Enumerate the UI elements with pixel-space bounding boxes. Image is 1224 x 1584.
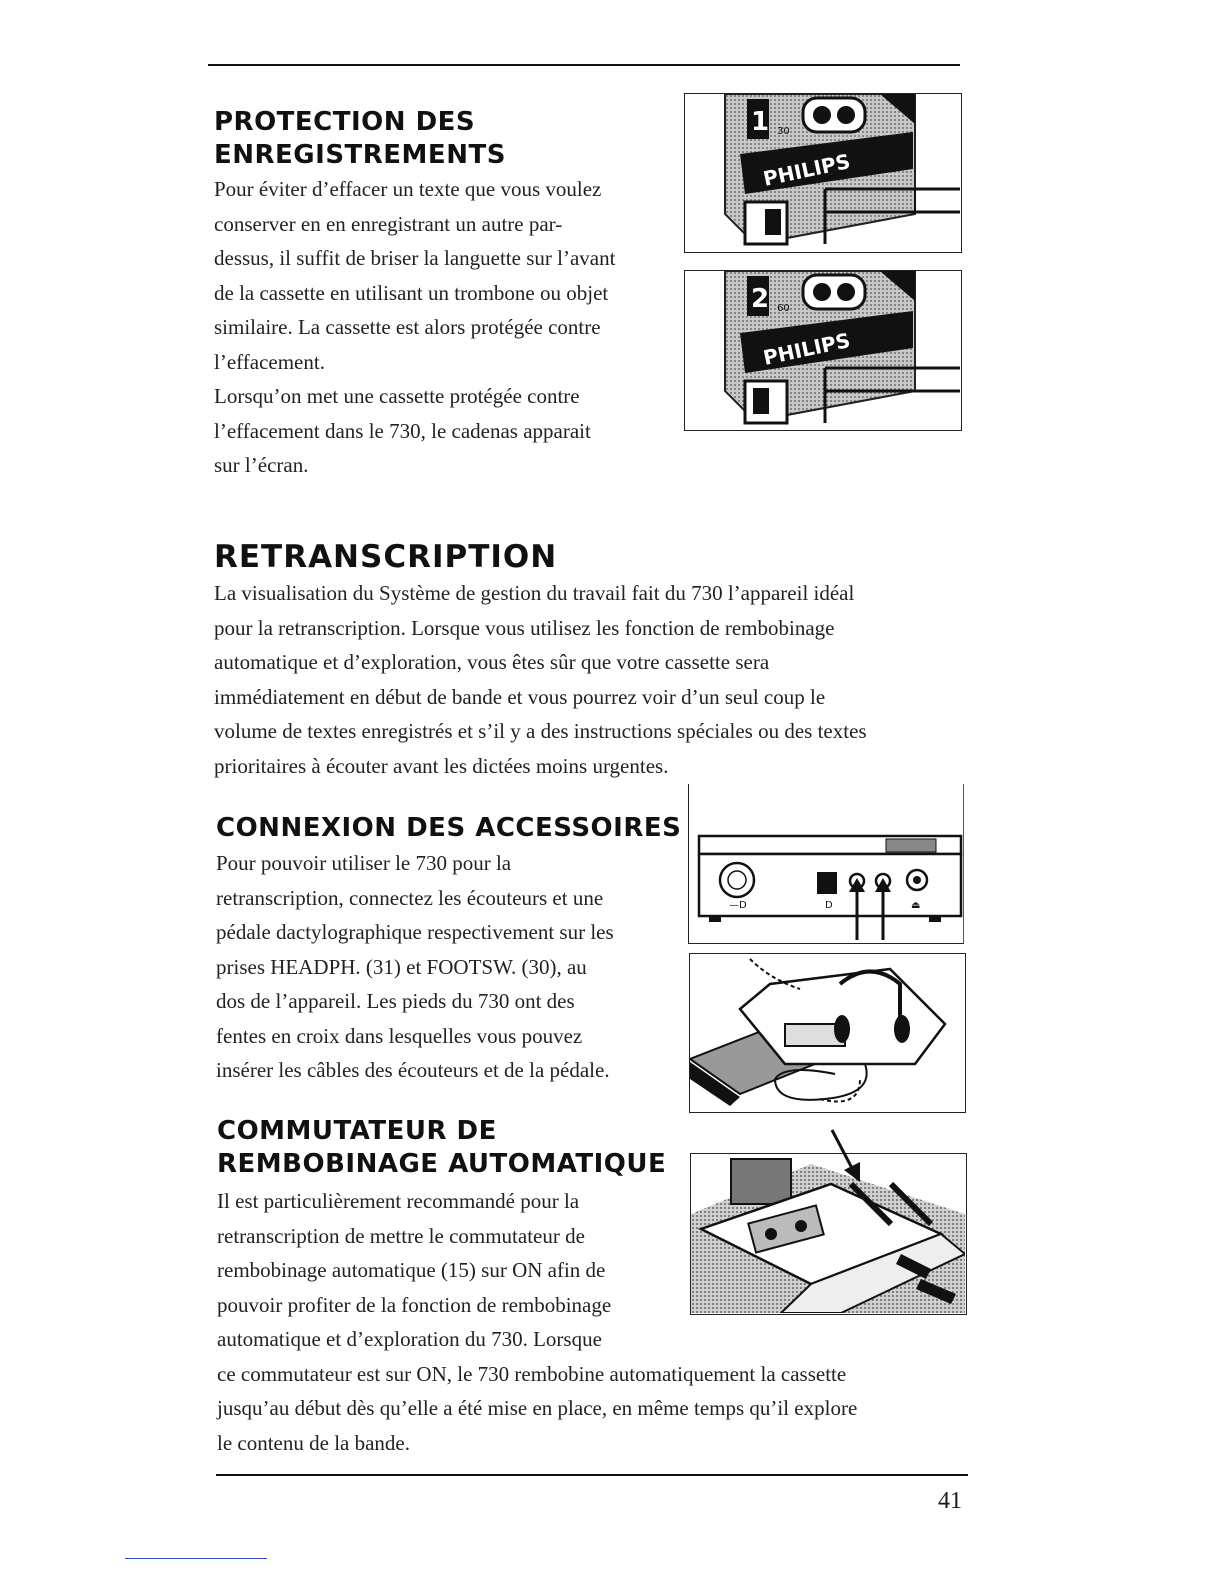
commutateur-text: Il est particulièrement recommandé pour la retranscription de mettre le commutateur de rembobinage automatique (15) sur ON afin de pouvoir profiter de la fonction de rembobinage automatique et d’exploration du 730. Lorsque ce commutateur est sur ON, le 730 rembobine automatiquement la cassette jusqu’au début dès qu’elle a été mise en place, en même temps qu’il explore le contenu de la bande.	[217, 1189, 858, 1455]
panel-label-3: ⏏	[911, 900, 921, 911]
connexion-text: Pour pouvoir utiliser le 730 pour la retranscription, connectez les écouteurs et une pédale dactylographique respectivement sur les prises HEADPH. (31) et FOOTSW. (30), au dos de l’appareil. Les pieds du 730 ont des fentes en croix dans lesquelles vous pouvez insérer les câbles des écouteurs et de la pédale.	[216, 851, 614, 1082]
footer-underline	[125, 1558, 267, 1559]
switch-arrow	[826, 1128, 866, 1184]
cassette-minutes-2: 60	[777, 303, 790, 314]
connexion-heading: CONNEXION DES ACCESSOIRES	[216, 813, 682, 843]
cassette-number-1: 1	[751, 107, 770, 137]
cassette-number-2: 2	[751, 284, 770, 314]
cassette-brand-1: PHILIPS	[761, 149, 853, 191]
bottom-rule	[216, 1474, 968, 1476]
panel-label-2: D	[825, 900, 833, 911]
top-rule	[208, 64, 960, 66]
protection-heading: PROTECTION DES ENREGISTREMENTS	[214, 107, 506, 170]
rear-panel-figure	[688, 784, 964, 944]
panel-label-1: —D	[729, 900, 747, 911]
retranscription-heading: RETRANSCRIPTION	[214, 539, 558, 575]
cassette-figure-1	[684, 93, 962, 253]
retranscription-text: La visualisation du Système de gestion du travail fait du 730 l’appareil idéal pour la retranscription. Lorsque vous utilisez les fonction de rembobinage automatique et d’exploration, vous êtes sûr que votre cassette sera immédiatement en début de bande et vous pourrez voir d’un seul coup le volume de textes enregistrés et s’il y a des instructions spéciales ou des textes prioritaires à écouter avant les dictées moins urgentes.	[214, 581, 867, 778]
page-number: 41	[938, 1488, 962, 1514]
cassette-brand-2: PHILIPS	[761, 328, 853, 370]
protection-text: Pour éviter d’effacer un texte que vous voulez conserver en en enregistrant un autre par- dessus, il suffit de briser la languette sur l’avant de la cassette en utilisant un trombone ou objet similaire. La cassette est alors protégée contre l’effacement. Lorsqu’on met une cassette protégée contre l’effacement dans le 730, le cadenas apparait sur l’écran.	[214, 177, 616, 477]
commutateur-heading: COMMUTATEUR DE REMBOBINAGE AUTOMATIQUE	[217, 1116, 667, 1179]
cassette-figure-2	[684, 270, 962, 431]
cassette-minutes-1: 30	[777, 126, 790, 137]
accessories-figure	[689, 953, 966, 1113]
